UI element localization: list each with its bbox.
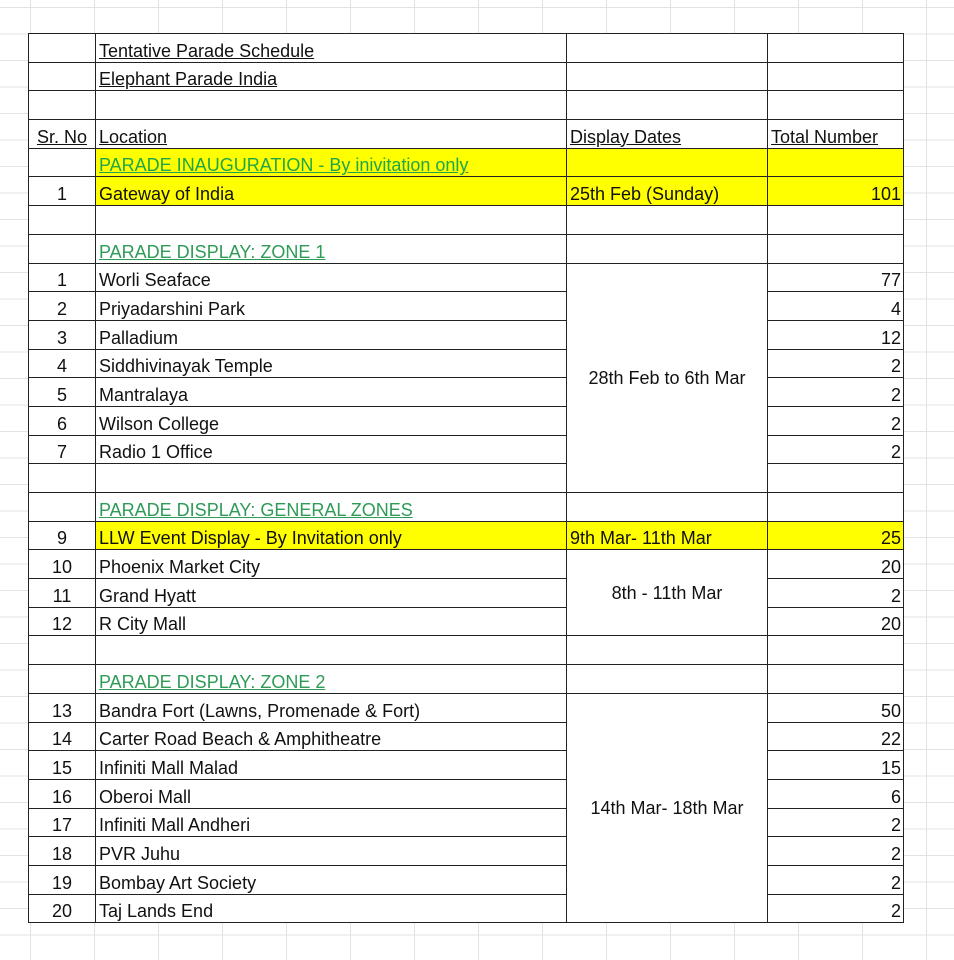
sr-no[interactable]: 4 (29, 349, 96, 378)
table-row (29, 378, 904, 407)
cell[interactable] (768, 636, 904, 665)
table-row (29, 779, 904, 808)
table-row (29, 808, 904, 837)
sr-no[interactable]: 12 (29, 607, 96, 636)
cell[interactable] (768, 148, 904, 177)
total-number[interactable]: 2 (768, 406, 904, 435)
cell[interactable] (567, 493, 768, 522)
sr-no[interactable]: 20 (29, 894, 96, 923)
location[interactable]: Bandra Fort (Lawns, Promenade & Fort) (96, 693, 567, 722)
section-heading-row (29, 493, 904, 522)
sr-no[interactable]: 11 (29, 579, 96, 608)
total-number[interactable]: 25 (768, 521, 904, 550)
cell[interactable] (29, 91, 96, 120)
total-number[interactable]: 2 (768, 808, 904, 837)
location[interactable]: Phoenix Market City (96, 550, 567, 579)
total-number[interactable]: 77 (768, 263, 904, 292)
location[interactable]: Infiniti Mall Malad (96, 751, 567, 780)
total-number[interactable]: 2 (768, 837, 904, 866)
cell[interactable] (29, 665, 96, 694)
display-dates[interactable]: 9th Mar- 11th Mar (567, 521, 768, 550)
total-number[interactable]: 20 (768, 607, 904, 636)
table-row (29, 579, 904, 608)
sheet-subtitle[interactable] (96, 62, 567, 91)
total-number[interactable]: 2 (768, 349, 904, 378)
sheet-subtitle-text: Elephant Parade India (99, 69, 278, 90)
table-row (29, 837, 904, 866)
cell[interactable] (29, 62, 96, 91)
table-row (29, 435, 904, 464)
table-row (29, 751, 904, 780)
table-row (29, 406, 904, 435)
cell[interactable] (567, 62, 768, 91)
schedule-sheet (28, 33, 904, 923)
location[interactable]: Mantralaya (96, 378, 567, 407)
cell[interactable] (768, 34, 904, 63)
sr-no[interactable]: 6 (29, 406, 96, 435)
cell[interactable] (96, 206, 567, 235)
cell[interactable] (29, 464, 96, 493)
section-heading-zone1[interactable] (96, 234, 567, 263)
table-row (29, 521, 904, 550)
sr-no[interactable]: 10 (29, 550, 96, 579)
total-number[interactable]: 2 (768, 865, 904, 894)
cell[interactable] (567, 34, 768, 63)
sheet-title[interactable] (96, 34, 567, 63)
cell[interactable] (29, 34, 96, 63)
location[interactable]: Bombay Art Society (96, 865, 567, 894)
total-number[interactable]: 15 (768, 751, 904, 780)
section-heading-general[interactable] (96, 493, 567, 522)
table-row (29, 177, 904, 206)
title-row-2 (29, 62, 904, 91)
location[interactable]: Grand Hyatt (96, 579, 567, 608)
cell[interactable] (768, 234, 904, 263)
total-number[interactable]: 6 (768, 779, 904, 808)
total-number[interactable]: 20 (768, 550, 904, 579)
cell[interactable] (29, 493, 96, 522)
table-row (29, 865, 904, 894)
section-heading-general-text: PARADE DISPLAY: GENERAL ZONES (99, 499, 413, 520)
title-row-1 (29, 34, 904, 63)
sr-no[interactable]: 15 (29, 751, 96, 780)
cell[interactable] (567, 665, 768, 694)
location[interactable]: Palladium (96, 320, 567, 349)
total-number[interactable]: 2 (768, 894, 904, 923)
cell[interactable] (96, 91, 567, 120)
section-heading-row (29, 148, 904, 177)
sr-no[interactable]: 1 (29, 177, 96, 206)
display-dates[interactable]: 14th Mar- 18th Mar (567, 693, 768, 923)
sr-no[interactable]: 9 (29, 521, 96, 550)
total-number[interactable]: 2 (768, 378, 904, 407)
table-row (29, 550, 904, 579)
location[interactable]: Taj Lands End (96, 894, 567, 923)
location[interactable]: LLW Event Display - By Invitation only (96, 521, 567, 550)
sr-no[interactable]: 1 (29, 263, 96, 292)
cell[interactable] (29, 636, 96, 665)
sr-no[interactable]: 18 (29, 837, 96, 866)
location[interactable]: Wilson College (96, 406, 567, 435)
cell[interactable] (29, 234, 96, 263)
location[interactable]: PVR Juhu (96, 837, 567, 866)
header-total-number[interactable]: Total Number (768, 120, 904, 149)
section-heading-row (29, 234, 904, 263)
table-row (29, 722, 904, 751)
location[interactable]: Priyadarshini Park (96, 292, 567, 321)
display-dates[interactable]: 8th - 11th Mar (567, 550, 768, 636)
section-heading-zone1-text: PARADE DISPLAY: ZONE 1 (99, 241, 326, 262)
sr-no[interactable]: 2 (29, 292, 96, 321)
cell[interactable] (96, 636, 567, 665)
sr-no[interactable]: 16 (29, 779, 96, 808)
table-row (29, 292, 904, 321)
cell[interactable] (96, 464, 567, 493)
table-row (29, 263, 904, 292)
location[interactable]: Gateway of India (96, 177, 567, 206)
sr-no[interactable]: 3 (29, 320, 96, 349)
table-row (29, 349, 904, 378)
sr-no[interactable]: 13 (29, 693, 96, 722)
table-row (29, 693, 904, 722)
total-number[interactable]: 101 (768, 177, 904, 206)
sr-no[interactable]: 14 (29, 722, 96, 751)
table-row (29, 894, 904, 923)
sr-no[interactable]: 5 (29, 378, 96, 407)
location[interactable]: Radio 1 Office (96, 435, 567, 464)
section-heading-zone2-text: PARADE DISPLAY: ZONE 2 (99, 671, 326, 692)
blank-row (29, 636, 904, 665)
display-dates[interactable]: 25th Feb (Sunday) (567, 177, 768, 206)
cell[interactable] (768, 493, 904, 522)
cell[interactable] (567, 148, 768, 177)
total-number[interactable]: 12 (768, 320, 904, 349)
header-location[interactable]: Location (96, 120, 567, 149)
location[interactable]: R City Mall (96, 607, 567, 636)
total-number[interactable]: 22 (768, 722, 904, 751)
blank-row (29, 206, 904, 235)
cell[interactable] (567, 91, 768, 120)
table-row (29, 320, 904, 349)
section-heading-zone2[interactable] (96, 665, 567, 694)
location[interactable]: Carter Road Beach & Amphitheatre (96, 722, 567, 751)
blank-row (29, 464, 904, 493)
cell[interactable] (768, 206, 904, 235)
total-number[interactable]: 50 (768, 693, 904, 722)
table-row (29, 607, 904, 636)
cell[interactable] (567, 636, 768, 665)
header-sr-no[interactable]: Sr. No (29, 120, 96, 149)
cell[interactable] (768, 665, 904, 694)
section-heading-inauguration[interactable] (96, 148, 567, 177)
blank-row (29, 91, 904, 120)
location[interactable]: Oberoi Mall (96, 779, 567, 808)
location[interactable]: Infiniti Mall Andheri (96, 808, 567, 837)
header-display-dates[interactable]: Display Dates (567, 120, 768, 149)
section-heading-inauguration-text: PARADE INAUGURATION - By inivitation only (99, 155, 469, 176)
location[interactable]: Siddhivinayak Temple (96, 349, 567, 378)
cell[interactable] (768, 62, 904, 91)
cell[interactable] (29, 206, 96, 235)
total-number[interactable]: 2 (768, 435, 904, 464)
cell[interactable] (567, 206, 768, 235)
cell[interactable] (567, 234, 768, 263)
sr-no[interactable]: 17 (29, 808, 96, 837)
location[interactable]: Worli Seaface (96, 263, 567, 292)
total-number[interactable]: 4 (768, 292, 904, 321)
cell[interactable] (768, 464, 904, 493)
sheet-body (29, 34, 904, 923)
cell[interactable] (768, 91, 904, 120)
header-row (29, 120, 904, 149)
sheet-title-text: Tentative Parade Schedule (99, 40, 315, 61)
cell[interactable] (29, 148, 96, 177)
section-heading-row (29, 665, 904, 694)
sr-no[interactable]: 7 (29, 435, 96, 464)
display-dates[interactable]: 28th Feb to 6th Mar (567, 263, 768, 493)
total-number[interactable]: 2 (768, 579, 904, 608)
sr-no[interactable]: 19 (29, 865, 96, 894)
